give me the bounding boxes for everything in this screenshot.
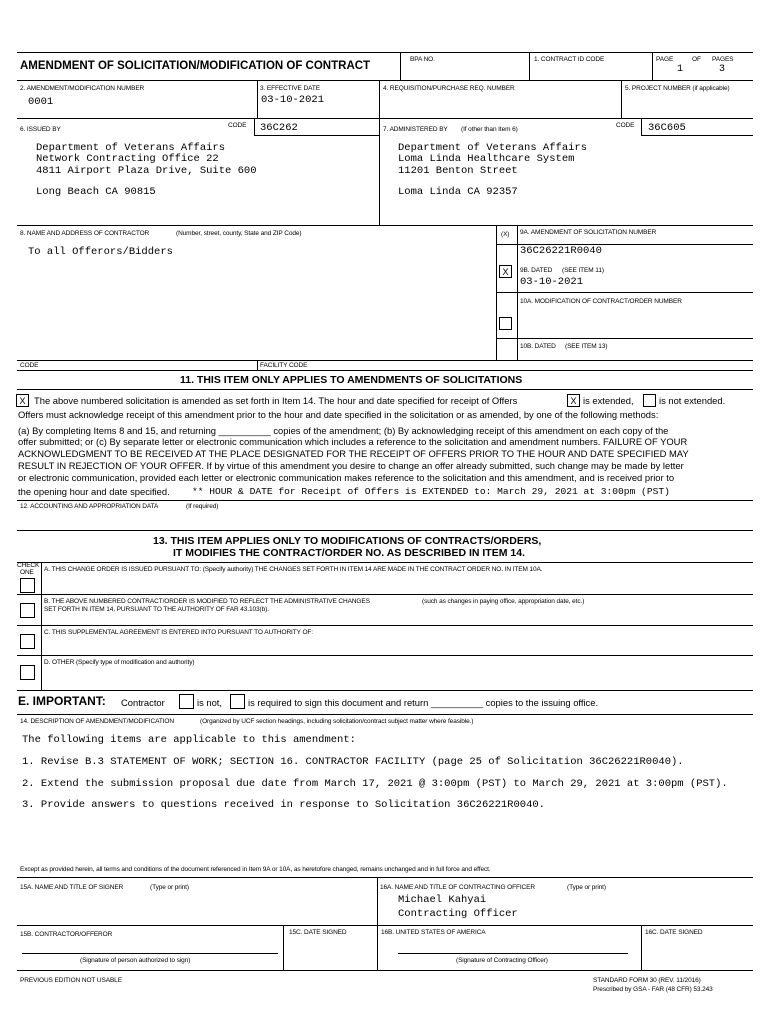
section-11-line-2: Offers must acknowledge receipt of this amendment prior to the hour and date specified in the solicitation or as amended, by one of the following methods: [18, 409, 659, 420]
item-14-intro: The following items are applicable to this amendment: [22, 734, 356, 746]
pages-label: PAGES [712, 56, 734, 63]
item-9a-label: 9A. AMENDMENT OF SOLICITATION NUMBER [520, 229, 657, 236]
item-15a-label: 15A. NAME AND TITLE OF SIGNER [20, 884, 124, 891]
item-10b-label: 10B. DATED [520, 343, 556, 350]
contractor-label: 8. NAME AND ADDRESS OF CONTRACTOR [20, 230, 150, 237]
item-12-label: 12. ACCOUNTING AND APPROPRIATION DATA [20, 503, 159, 510]
item-9b-note: (SEE ITEM 11) [562, 267, 604, 274]
issued-city: Long Beach CA 90815 [36, 186, 156, 198]
item-13d-checkbox[interactable] [20, 665, 35, 680]
issued-line-1: Department of Veterans Affairs [36, 142, 226, 154]
admin-line-3: 11201 Benton Street [398, 165, 518, 177]
requisition-label: 4. REQUISITION/PURCHASE REQ. NUMBER [383, 85, 515, 92]
officer-name: Michael Kahyai [398, 894, 487, 906]
prescribed-by-label: Prescribed by GSA - FAR (48 CFR) 53.243 [593, 986, 713, 993]
extended-label: is extended, [583, 395, 634, 406]
is-not-checkbox[interactable] [179, 694, 194, 709]
item-15a-type-note: (Type or print) [150, 884, 189, 891]
amendment-number-label: 2. AMENDMENT/MODIFICATION NUMBER [20, 85, 145, 92]
item-16a-type-note: (Type or print) [567, 884, 606, 891]
effective-date: 03-10-2021 [261, 94, 325, 106]
not-extended-checkbox[interactable] [643, 394, 656, 407]
item-14-note: (Organized by UCF section headings, including solicitation/contract subject matter where feasible.) [200, 718, 474, 725]
bpa-label: BPA NO. [410, 56, 435, 63]
item-15c-label: 15C. DATE SIGNED [289, 929, 347, 936]
item-9b-value: 03-10-2021 [520, 276, 584, 288]
signature-officer-caption: (Signature of Contracting Officer) [456, 957, 548, 964]
form-title: AMENDMENT OF SOLICITATION/MODIFICATION OF CONTRACT [20, 60, 371, 72]
section-11-line-1: The above numbered solicitation is amended as set forth in Item 14. The hour and date specified for receipt of Offers [34, 395, 518, 406]
is-required-text: is required to sign this document and return __________ copies to the issuing office. [248, 697, 599, 708]
section-11-line-5: ACKNOWLEDGMENT TO BE RECEIVED AT THE PLACE DESIGNATED FOR THE RECEIPT OF OFFERS PRIOR TO THE HOUR AND DATE SPECIFIED MAY [18, 448, 689, 459]
issued-by-label: 6. ISSUED BY [20, 126, 61, 133]
item-10b-note: (SEE ITEM 13) [565, 343, 608, 350]
item-16a-label: 16A. NAME AND TITLE OF CONTRACTING OFFICER [380, 884, 535, 891]
item-13b-note: (such as changes in paying office, appropriation date, etc.) [422, 598, 585, 605]
effective-date-label: 3. EFFECTIVE DATE [260, 85, 320, 92]
extension-note: ** HOUR & DATE for Receipt of Offers is EXTENDED to: March 29, 2021 at 3:00pm (PST) [192, 486, 670, 497]
pages-total: 3 [719, 64, 726, 75]
extended-checkbox[interactable]: X [567, 394, 580, 407]
issued-line-3: 4811 Airport Plaza Drive, Suite 600 [36, 165, 257, 177]
except-text: Except as provided herein, all terms and conditions of the document referenced in Item 9A or 10A, as heretofore changed, remains unchanged and in full force and effect. [20, 866, 491, 873]
contractor-note: (Number, street, county, State and ZIP Code) [176, 230, 302, 237]
page-number: 1 [677, 64, 684, 75]
admin-code-label: CODE [616, 122, 635, 129]
item-13b-checkbox[interactable] [20, 603, 35, 618]
admin-code: 36C605 [648, 122, 686, 134]
item-13c-checkbox[interactable] [20, 634, 35, 649]
officer-title: Contracting Officer [398, 908, 518, 920]
amendment-number: 0001 [28, 96, 54, 108]
section-11-heading: 11. THIS ITEM ONLY APPLIES TO AMENDMENTS OF SOLICITATIONS [180, 374, 523, 386]
item-13c-text: C. THIS SUPPLEMENTAL AGREEMENT IS ENTERED INTO PURSUANT TO AUTHORITY OF: [44, 629, 313, 636]
item-9b-label: 9B. DATED [520, 267, 553, 274]
signature-person-caption: (Signature of person authorized to sign) [80, 957, 191, 964]
item-16b-label: 16B. UNITED STATES OF AMERICA [381, 929, 486, 936]
issued-line-2: Network Contracting Office 22 [36, 153, 219, 165]
item-13b-text-2: SET FORTH IN ITEM 14, PURSUANT TO THE AUTHORITY OF FAR 43.103(b). [44, 606, 269, 613]
item-13a-checkbox[interactable] [20, 578, 35, 593]
item-13b-text-1: B. THE ABOVE NUMBERED CONTRACT/ORDER IS MODIFIED TO REFLECT THE ADMINISTRATIVE CHANGES [44, 598, 370, 605]
item-13d-text: D. OTHER (Specify type of modification and authority) [44, 659, 195, 666]
section-11-line-3: (a) By completing Items 8 and 15, and returning __________ copies of the amendment; (b) By acknowledging receipt of this amendment on each copy of the [18, 425, 669, 436]
x-column-label: (X) [501, 231, 510, 238]
contractor-value: To all Offerors/Bidders [28, 246, 173, 258]
section-11-line-8: the opening hour and date specified. [18, 486, 170, 497]
item-12-note: (If required) [186, 503, 219, 510]
issued-code: 36C262 [260, 122, 298, 134]
admin-city: Loma Linda CA 92357 [398, 186, 518, 198]
important-label: E. IMPORTANT: [18, 694, 106, 708]
page-label: PAGE [656, 56, 674, 63]
solicitation-amended-checkbox[interactable]: X [16, 394, 29, 407]
item-16c-label: 16C. DATE SIGNED [645, 929, 703, 936]
issued-code-label: CODE [228, 122, 247, 129]
not-extended-label: is not extended. [659, 395, 726, 406]
item-14-entry-1: 1. Revise B.3 STATEMENT OF WORK; SECTION 16. CONTRACTOR FACILITY (page 25 of Solicitation 36C26221R0040). [22, 756, 684, 768]
section-13-heading-2: IT MODIFIES THE CONTRACT/ORDER NO. AS DESCRIBED IN ITEM 14. [173, 547, 525, 559]
section-11-line-4: offer submitted; or (c) By separate letter or electronic communication which includes a reference to the solicitation and amendment numbers. FAILURE OF YOUR [18, 436, 688, 447]
item-14-entry-2: 2. Extend the submission proposal due date from March 17, 2021 @ 3:00pm (PST) to March 29, 2021 at 3:00pm (PST). [22, 778, 728, 790]
item-9a-value: 36C26221R0040 [520, 245, 602, 257]
of-label: OF [692, 56, 701, 63]
is-required-checkbox[interactable] [230, 694, 245, 709]
item-10a-label: 10A. MODIFICATION OF CONTRACT/ORDER NUMBER [520, 298, 682, 305]
section-13-heading-1: 13. THIS ITEM APPLIES ONLY TO MODIFICATIONS OF CONTRACTS/ORDERS, [153, 535, 542, 547]
previous-edition-note: PREVIOUS EDITION NOT USABLE [20, 977, 122, 984]
administered-by-label: 7. ADMINISTERED BY [383, 126, 448, 133]
administered-note: (If other than Item 6) [461, 126, 518, 133]
code-label: CODE [20, 362, 39, 369]
check-one-label-1: CHECK [17, 562, 40, 569]
facility-code-label: FACILITY CODE [260, 362, 308, 369]
item-13a-text: A. THIS CHANGE ORDER IS ISSUED PURSUANT TO: (Specify authority) THE CHANGES SET FORTH IN ITEM 14 ARE MADE IN THE CONTRACT ORDER NO. IN ITEM 10A. [44, 566, 543, 573]
is-not-text: is not, [197, 697, 223, 708]
check-one-label-2: ONE [20, 569, 34, 576]
section-11-line-6: RESULT IN REJECTION OF YOUR OFFER. If by virtue of this amendment you desire to change an offer already submitted, such change may be made by letter [18, 460, 684, 471]
contract-id-label: 1. CONTRACT ID CODE [534, 56, 605, 63]
item-14-entry-3: 3. Provide answers to questions received in response to Solicitation 36C26221R0040. [22, 799, 545, 811]
section-11-line-7: or electronic communication, provided each letter or electronic communication makes reference to the solicitation and this amendment, and is received prior to [18, 472, 675, 483]
item-9b-checkbox[interactable]: X [499, 265, 512, 278]
project-number-label: 5. PROJECT NUMBER (if applicable) [625, 85, 730, 92]
item-15b-label: 15B. CONTRACTOR/OFFEROR [20, 931, 113, 938]
standard-form-label: STANDARD FORM 30 (REV. 11/2016) [593, 977, 701, 984]
item-10a-checkbox[interactable] [499, 317, 512, 330]
admin-line-2: Loma Linda Healthcare System [398, 153, 575, 165]
contractor-text: Contractor [121, 697, 165, 708]
item-14-label: 14. DESCRIPTION OF AMENDMENT/MODIFICATION [20, 718, 174, 725]
admin-line-1: Department of Veterans Affairs [398, 142, 588, 154]
